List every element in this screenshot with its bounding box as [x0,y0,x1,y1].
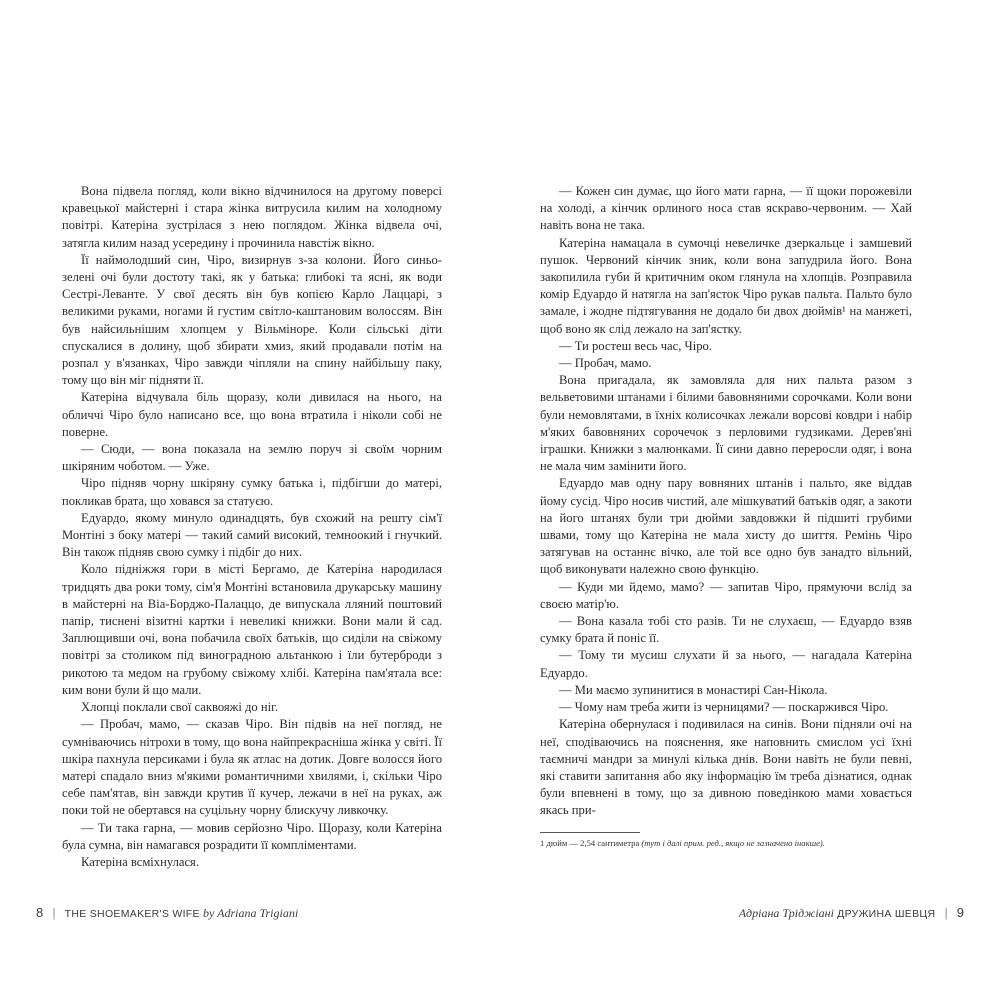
paragraph: Катеріна обернулася і подивилася на синів. Вони підняли очі на неї, сподіваючись на пояснення, яке наповнить смислом усі їхні таємничі мандри за минулі кілька днів. Вони навіть не були певні, які ставити запитання або яку інформацію їм треба дізнатися, однак були впевнені в тому, що за дивною поведінкою мами ховається якась при- [540,717,912,818]
right-page-footer [739,905,964,921]
book-title-ua: ДРУЖИНА ШЕВЦЯ [837,908,936,920]
right-page-text [540,183,912,820]
paragraph: — Вона казала тобі сто разів. Ти не слухаєш, — Едуардо взяв сумку брата й поніс її. [540,614,912,646]
paragraph: — Ти така гарна, — мовив серйозно Чіро. Щоразу, коли Катеріна була сумна, він намагався розрадити її компліментами. [62,820,442,852]
footer-separator: | [944,908,948,920]
book-author-en: by Adriana Trigiani [203,906,299,920]
paragraph: Едуардо мав одну пару вовняних штанів і пальто, яке віддав йому сусід. Чіро носив чистий, але мішкуватий батьків одяг, а закоти на його штанях були три дюйми завдовжки й підшиті грубими швами, тому що Катеріна не мала хисту до шиття. Ремінь Чіро затягував на останнє вічко, але той все одно був занадто вільний, щоб виконувати належно свою функцію. [540,476,912,577]
paragraph: — Ти ростеш весь час, Чіро. [559,338,712,353]
book-title-en: THE SHOEMAKER'S WIFE [64,908,200,920]
paragraph: Її наймолодший син, Чіро, визирнув з-за колони. Його синьо-зелені очі були достоту такі, як у батька: глибокі та ясні, як води Сестрі-Леванте. У свої десять він був копією Карло Лаццарі, з великими руками, ногами й густим світло-каштановим волоссям. Він був найсильнішим хлопцем у Вільміноре. Коли сільські діти спускалися в долину, щоб збирати хмиз, який продавали потім на розпал у в'язанках, Чіро завжди чіпляли на спину найбільшу паку, тому що він міг підняти її. [62,252,442,388]
paragraph: — Пробач, мамо. [559,356,652,371]
paragraph: — Чому нам треба жити із черницями? — поскаржився Чіро. [559,700,889,715]
paragraph: Вона підвела погляд, коли вікно відчинилося на другому поверсі кравецької майстерні і стара жінка витрусила килим на холодному повітрі. Катеріна зустрілася з нею поглядом. Жінка відвела очі, затягла килим назад усередину і прочинила навстіж вікно. [62,184,442,250]
book-author-ua: Адріана Тріджіані [738,906,834,920]
paragraph: — Пробач, мамо, — сказав Чіро. Він підвів на неї погляд, не сумніваючись нітрохи в тому, що вона найпрекрасніша жінка у світі. Її шкіра пахнула персиками і була як атлас на дотик. Довге волосся його матері спадало вниз м'якими романтичними хвилями, і, скільки Чіро себе пам'ятав, він завжди крутив її кучер, лежачи в неї на руках, аж поки той не обертався на суцільну чорну блискучу ливкочку. [62,717,442,818]
paragraph: Коло підніжжя гори в місті Бергамо, де Катеріна народилася тридцять два роки тому, сім'я Монтіні встановила друкарську машину в майстерні на Віа-Борджо-Палаццо, де випускала лляний поштовий папір, тиснені візитні картки і невеликі книжки. Вони мали й сад. Заплющивши очі, вона побачила своїх батьків, що сиділи на свіжому повітрі за столиком під виноградною альтанкою і їли бутерброди з рикотою та медом на грубому свіжому хлібі. Катеріна пам'ятала все: ким вони були й що мали. [62,562,442,697]
footnote [540,838,912,849]
paragraph: Хлопці поклали свої саквояжі до ніг. [81,700,279,715]
footnote-text: 1 дюйм — 2,54 сантиметра [540,838,640,848]
footer-separator: | [52,908,56,920]
paragraph: — Тому ти мусиш слухати й за нього, — нагадала Катеріна Едуардо. [540,648,912,680]
left-page-text [62,183,442,871]
paragraph: — Куди ми йдемо, мамо? — запитав Чіро, прямуючи вслід за своєю матір'ю. [540,579,912,611]
paragraph: Чіро підняв чорну шкіряну сумку батька і, підбігши до матері, покликав брата, що ховався за статуєю. [62,476,442,508]
paragraph: Вона пригадала, як замовляла для них пальта разом з вельветовими штанами і білими бавовняними сорочками. Коли вони були немовлятами, в їхніх колисочках лежали ворсові ковдри і набір м'яких бавовняних сорочечок з перловими гудзиками. Дерев'яні іграшки. Книжки з малюнками. Її сини давно переросли одяг, і вона не мала чим замінити його. [540,373,912,474]
paragraph: Катеріна всміхнулася. [81,854,199,869]
paragraph: — Сюди, — вона показала на землю поруч зі своїм чорним шкіряним чоботом. — Уже. [62,442,442,474]
paragraph: Едуардо, якому минуло одинадцять, був схожий на решту сім'ї Монтіні з боку матері — такий самий високий, темноокий і гнучкий. Він також підняв свою сумку і підбіг до них. [62,510,442,560]
paragraph: — Ми маємо зупинитися в монастирі Сан-Нікола. [559,682,828,697]
left-page-footer [36,905,298,921]
page-number-right: 9 [956,905,964,920]
paragraph: — Кожен син думає, що його мати гарна, — її щоки порожевіли на холоді, а кінчик орлиного носа став яскраво-червоним. — Хай навіть вона не така. [540,184,912,233]
footnote-note: (тут і далі прим. ред., якщо не зазначено інакше). [641,838,825,848]
page-number-left: 8 [36,905,44,920]
paragraph: Катеріна відчувала біль щоразу, коли дивилася на нього, на обличчі Чіро було написано все, що вона втратила і ніколи собі не поверне. [62,390,442,439]
paragraph: Катеріна намацала в сумочці невеличке дзеркальце і замшевий пушок. Червоний кінчик зник, коли вона запудрила його. Вона закопилила губи й критичним оком глянула на хлопців. Розправила комір Едуардо й натягла на зап'ясток Чіро рукав пальта. Пальто було замале, і жодне підтягування не додало би двох дюймів¹ на манжеті, щоб воно як слід лежало на зап'ястку. [540,235,912,336]
footnote-rule [540,832,640,833]
